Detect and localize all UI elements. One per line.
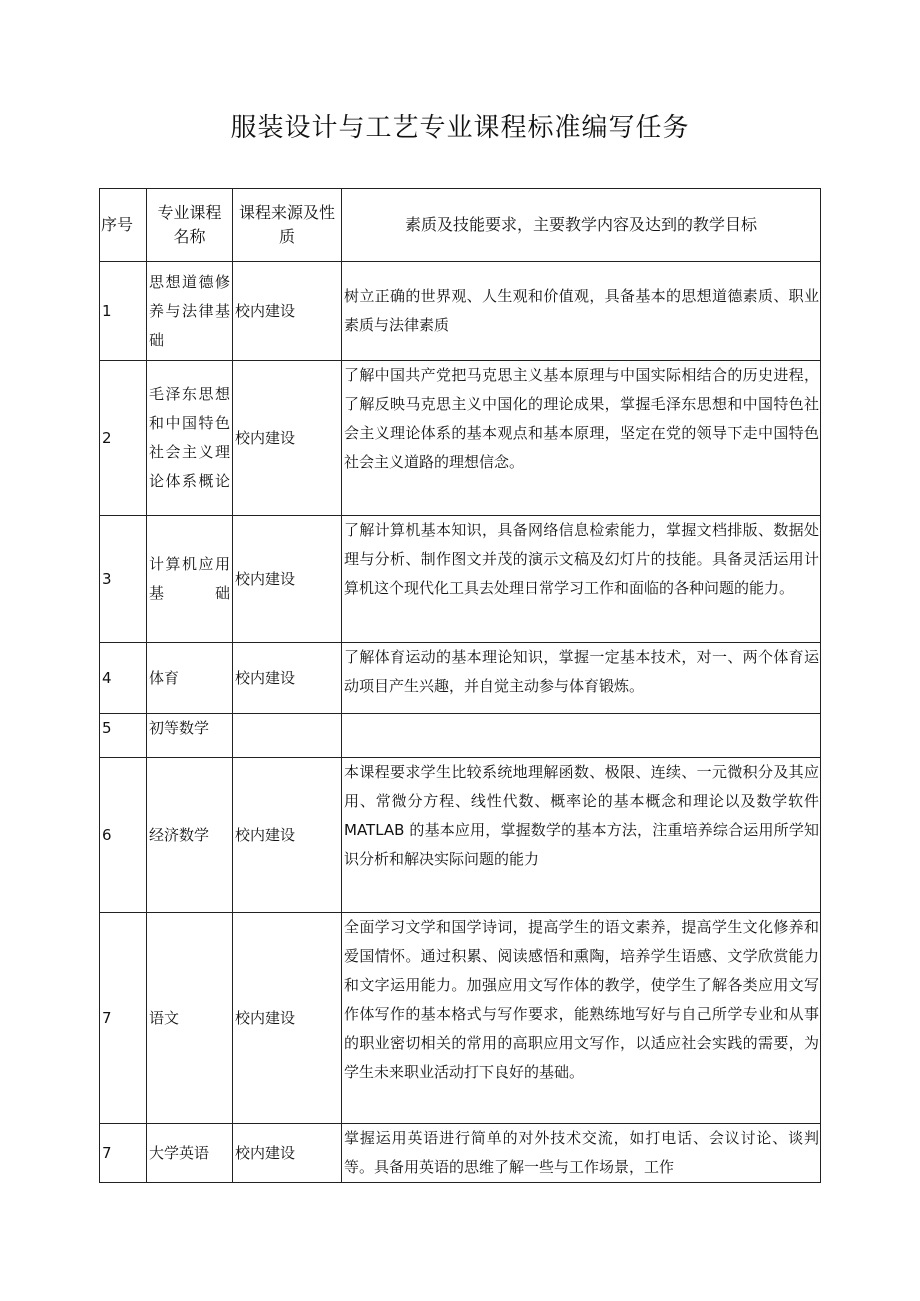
- row-course-name: 思想道德修养与法律基础: [147, 262, 233, 361]
- row-content: 树立正确的世界观、人生观和价值观，具备基本的思想道德素质、职业素质与法律素质: [342, 262, 821, 361]
- row-seq: 6: [100, 758, 147, 913]
- header-seq: 序号: [100, 189, 147, 262]
- row-course-name: 初等数学: [147, 714, 233, 758]
- row-content: [342, 714, 821, 758]
- row-source: 校内建设: [233, 913, 342, 1124]
- table-row: [100, 913, 821, 1124]
- row-source: 校内建设: [233, 361, 342, 516]
- row-source: 校内建设: [233, 643, 342, 714]
- table-row: [100, 643, 821, 714]
- row-seq: 3: [100, 516, 147, 643]
- header-source: 课程来源及性质: [233, 189, 342, 262]
- header-content: 素质及技能要求，主要教学内容及达到的教学目标: [342, 189, 821, 262]
- row-seq: 1: [100, 262, 147, 361]
- row-seq: 7: [100, 1124, 147, 1183]
- table-row: [100, 1124, 821, 1183]
- row-course-name: 语文: [147, 913, 233, 1124]
- row-course-name: 经济数学: [147, 758, 233, 913]
- row-course-name: 大学英语: [147, 1124, 233, 1183]
- row-source: 校内建设: [233, 516, 342, 643]
- table-row: [100, 714, 821, 758]
- row-seq: 7: [100, 913, 147, 1124]
- row-course-name: 体育: [147, 643, 233, 714]
- row-content: 了解中国共产党把马克思主义基本原理与中国实际相结合的历史进程，了解反映马克思主义中国化的理论成果，掌握毛泽东思想和中国特色社会主义理论体系的基本观点和基本原理，坚定在党的领导下走中国特色社会主义道路的理想信念。: [342, 361, 821, 516]
- header-course-name: 专业课程名称: [147, 189, 233, 262]
- table-row: [100, 262, 821, 361]
- table-row: [100, 758, 821, 913]
- course-table: [99, 188, 821, 1183]
- row-course-name: 计算机应用基础: [147, 516, 233, 643]
- row-seq: 4: [100, 643, 147, 714]
- row-source: 校内建设: [233, 1124, 342, 1183]
- table-row: [100, 516, 821, 643]
- table-header-row: [100, 189, 821, 262]
- row-content: 掌握运用英语进行简单的对外技术交流，如打电话、会议讨论、谈判等。具备用英语的思维了解一些与工作场景，工作: [342, 1124, 821, 1183]
- row-source: 校内建设: [233, 758, 342, 913]
- row-source: 校内建设: [233, 262, 342, 361]
- row-source: [233, 714, 342, 758]
- row-content: 本课程要求学生比较系统地理解函数、极限、连续、一元微积分及其应用、常微分方程、线性代数、概率论的基本概念和理论以及数学软件 MATLAB 的基本应用，掌握数学的基本方法，注重培养综合运用所学知识分析和解决实际问题的能力: [342, 758, 821, 913]
- row-content: 全面学习文学和国学诗词，提高学生的语文素养，提高学生文化修养和爱国情怀。通过积累、阅读感悟和熏陶，培养学生语感、文学欣赏能力和文字运用能力。加强应用文写作体的教学，使学生了解各类应用文写作体写作的基本格式与写作要求，能熟练地写好与自己所学专业和从事的职业密切相关的常用的高职应用文写作，以适应社会实践的需要，为学生未来职业活动打下良好的基础。: [342, 913, 821, 1124]
- row-course-name: 毛泽东思想和中国特色社会主义理论体系概论: [147, 361, 233, 516]
- table-row: [100, 361, 821, 516]
- row-content: 了解体育运动的基本理论知识，掌握一定基本技术，对一、两个体育运动项目产生兴趣，并自觉主动参与体育锻炼。: [342, 643, 821, 714]
- row-seq: 2: [100, 361, 147, 516]
- page-title: 服装设计与工艺专业课程标准编写任务: [230, 113, 690, 143]
- row-seq: 5: [100, 714, 147, 758]
- row-content: 了解计算机基本知识，具备网络信息检索能力，掌握文档排版、数据处理与分析、制作图文并茂的演示文稿及幻灯片的技能。具备灵活运用计算机这个现代化工具去处理日常学习工作和面临的各种问题的能力。: [342, 516, 821, 643]
